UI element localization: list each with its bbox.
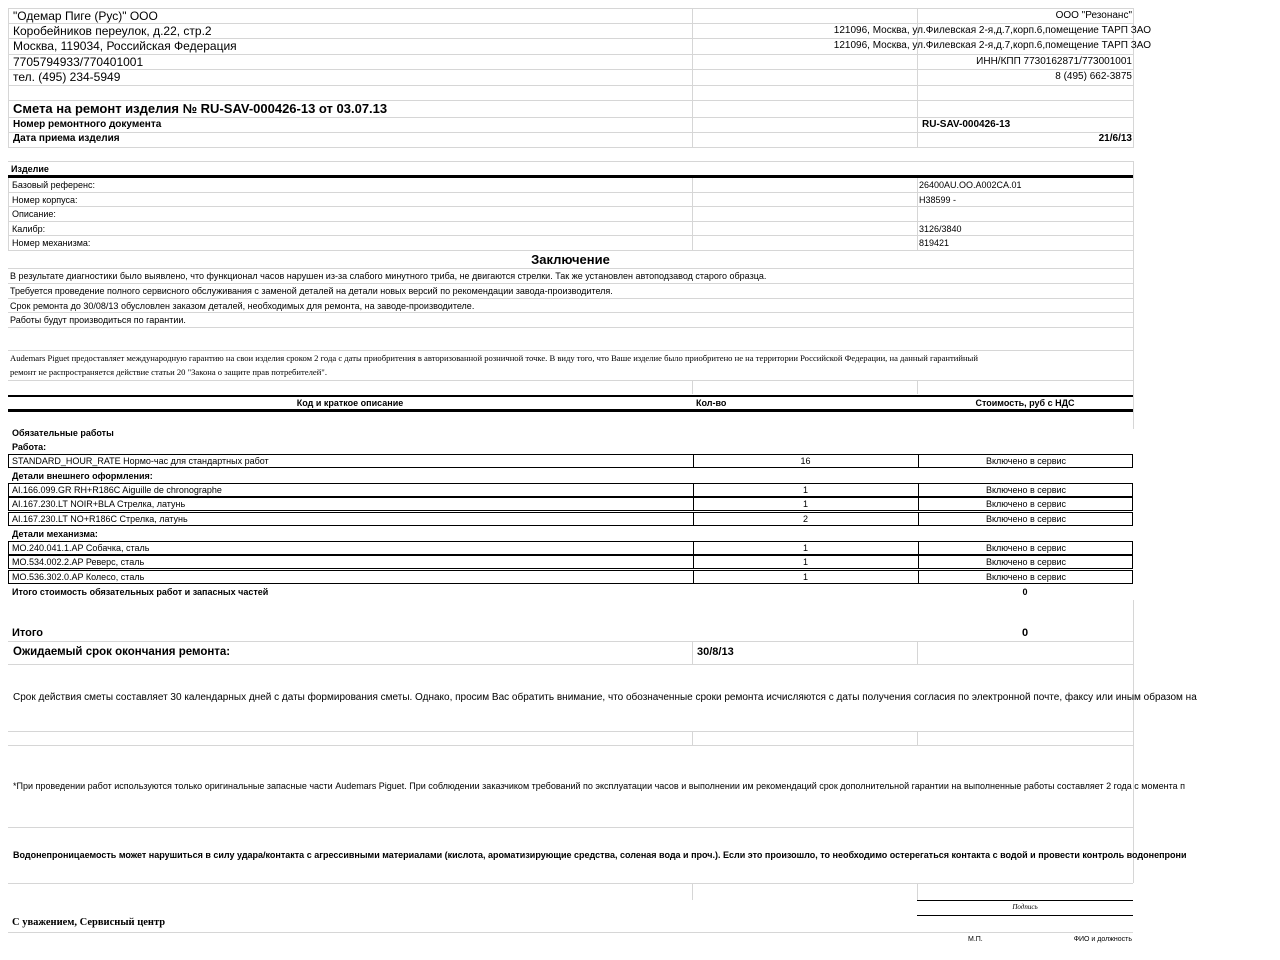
doc-number-value: RU-SAV-000426-13 xyxy=(922,119,1011,130)
work-group-label: Работа: xyxy=(12,442,47,452)
subtotal-value: 0 xyxy=(1022,587,1028,597)
conclusion-title: Заключение xyxy=(531,252,610,267)
conclusion-line-3: Срок ремонта до 30/08/13 обусловлен заказом деталей, необходимых для ремонта, на заводе-производителе. xyxy=(10,301,475,311)
column-header-qty: Кол-во xyxy=(696,398,727,408)
row-description: MO.534.002.2.AP Реверс, сталь xyxy=(12,557,145,567)
table-row xyxy=(8,454,1133,468)
row-qty: 1 xyxy=(802,557,808,567)
seller-phone: тел. (495) 234-5949 xyxy=(13,70,121,84)
row-qty: 16 xyxy=(800,456,811,466)
row-description: MO.536.302.0.AP Колесо, сталь xyxy=(12,572,145,582)
movement-number-label: Номер механизма: xyxy=(12,238,91,248)
base-reference-value: 26400AU.OO.A002CA.01 xyxy=(919,180,1022,190)
movement-parts-label: Детали механизма: xyxy=(12,529,98,539)
table-row xyxy=(8,497,1133,511)
row-cost: Включено в сервис xyxy=(985,485,1067,495)
conclusion-line-4: Работы будут производиться по гарантии. xyxy=(10,315,186,325)
mandatory-works-label: Обязательные работы xyxy=(12,428,114,438)
row-description: MO.240.041.1.AP Собачка, сталь xyxy=(12,543,150,553)
row-cost: Включено в сервис xyxy=(985,514,1067,524)
row-qty: 1 xyxy=(802,485,808,495)
intake-date-label: Дата приема изделия xyxy=(13,133,120,144)
column-header-code: Код и краткое описание xyxy=(296,398,404,408)
caliber-label: Калибр: xyxy=(12,224,46,234)
buyer-address-2: 121096, Москва, ул.Филевская 2-я,д.7,корп.6,помещение ТАРП ЗАО xyxy=(833,40,1151,51)
row-qty: 1 xyxy=(802,499,808,509)
stamp-label: М.П. xyxy=(968,936,983,943)
row-cost: Включено в сервис xyxy=(985,456,1067,466)
conclusion-line-2: Требуется проведение полного сервисного обслуживания с заменой деталей на детали новых версий по рекомендации завода-производителя. xyxy=(10,286,613,296)
validity-note: Срок действия сметы составляет 30 календарных дней с даты формирования сметы. Однако, просим Вас обратить внимание, что обозначенные сроки ремонта исчисляются с даты получения согласия по электронной почте, факсу или иным образом на xyxy=(13,692,1197,703)
estimate-title: Смета на ремонт изделия № RU-SAV-000426-13 от 03.07.13 xyxy=(13,101,388,116)
movement-number-value: 819421 xyxy=(919,238,950,248)
seller-name: "Одемар Пиге (Рус)" ООО xyxy=(13,9,158,23)
table-row xyxy=(8,483,1133,497)
original-parts-note: *При проведении работ используются только оригинальные запасные части Audemars Piguet. При соблюдении заказчиком требований по эксплуатации часов и выполнении им рекомендаций срок дополнительной гарантии на выполненные работы составляет 2 года с момента п xyxy=(13,781,1186,791)
warranty-note-line-1: Audemars Piguet предоставляет международную гарантию на свои изделия сроком 2 года с даты приобритения в авторизованной розничной точке. В виду того, что Ваше изделие было приобритено не на территории Российской Федерации, на данный гарантийный xyxy=(10,353,978,363)
row-cost: Включено в сервис xyxy=(985,543,1067,553)
exterior-parts-label: Детали внешнего оформления: xyxy=(12,471,153,481)
signature-label: Подпись xyxy=(1012,903,1038,911)
seller-city: Москва, 119034, Российская Федерация xyxy=(13,39,237,53)
doc-number-label: Номер ремонтного документа xyxy=(13,119,162,130)
buyer-phone: 8 (495) 662-3875 xyxy=(1055,71,1132,82)
warranty-note-line-2: ремонт не распространяется действие статьи 20 "Закона о защите прав потребителей". xyxy=(10,367,327,377)
row-qty: 1 xyxy=(802,572,808,582)
case-number-value: H38599 - xyxy=(919,195,957,205)
buyer-address: 121096, Москва, ул.Филевская 2-я,д.7,корп.6,помещение ТАРП ЗАО xyxy=(833,25,1151,36)
row-qty: 1 xyxy=(802,543,808,553)
table-row xyxy=(8,512,1133,526)
row-description: STANDARD_HOUR_RATE Нормо-час для стандартных работ xyxy=(12,456,269,466)
row-description: AI.167.230.LT NO+R186C Стрелка, латунь xyxy=(12,514,188,524)
expected-completion-date: 30/8/13 xyxy=(697,646,734,658)
description-label: Описание: xyxy=(12,209,56,219)
intake-date-value: 21/6/13 xyxy=(1098,133,1132,144)
row-description: AI.166.099.GR RH+R186C Aiguille de chronographe xyxy=(12,485,222,495)
buyer-inn: ИНН/КПП 7730162871/773001001 xyxy=(976,56,1132,67)
total-label: Итого xyxy=(12,627,44,639)
conclusion-line-1: В результате диагностики было выявлено, что функционал часов нарушен из-за слабого минутного триба, не двигаются стрелки. Так же установлен автоподзавод старого образца. xyxy=(10,271,767,281)
row-cost: Включено в сервис xyxy=(985,499,1067,509)
row-cost: Включено в сервис xyxy=(985,557,1067,567)
total-value: 0 xyxy=(1021,627,1029,639)
name-and-position-label: ФИО и должность xyxy=(1073,936,1132,943)
buyer-name: ООО "Резонанс" xyxy=(1055,10,1132,21)
subtotal-label: Итого стоимость обязательных работ и запасных частей xyxy=(12,587,269,597)
expected-completion-label: Ожидаемый срок окончания ремонта: xyxy=(13,646,231,658)
table-row xyxy=(8,570,1133,584)
regards-text: С уважением, Сервисный центр xyxy=(12,917,166,928)
case-number-label: Номер корпуса: xyxy=(12,195,78,205)
seller-address: Коробейников переулок, д.22, стр.2 xyxy=(13,24,212,38)
water-resistance-note: Водонепроницаемость может нарушиться в силу удара/контакта с агрессивными материалами (кислота, ароматизирующие средства, соленая вода и проч.). Если это произошло, то необходимо остерегаться контакта с водой и провести контроль водонепрони xyxy=(13,850,1187,860)
row-qty: 2 xyxy=(802,514,808,524)
row-cost: Включено в сервис xyxy=(985,572,1067,582)
caliber-value: 3126/3840 xyxy=(919,224,962,234)
row-description: AI.167.230.LT NOIR+BLA Стрелка, латунь xyxy=(12,499,186,509)
table-row xyxy=(8,555,1133,569)
table-row xyxy=(8,541,1133,555)
base-reference-label: Базовый референс: xyxy=(12,180,96,190)
seller-inn: 7705794933/770401001 xyxy=(13,55,144,69)
column-header-cost: Стоимость, руб с НДС xyxy=(975,398,1075,408)
product-section-label: Изделие xyxy=(11,164,49,174)
